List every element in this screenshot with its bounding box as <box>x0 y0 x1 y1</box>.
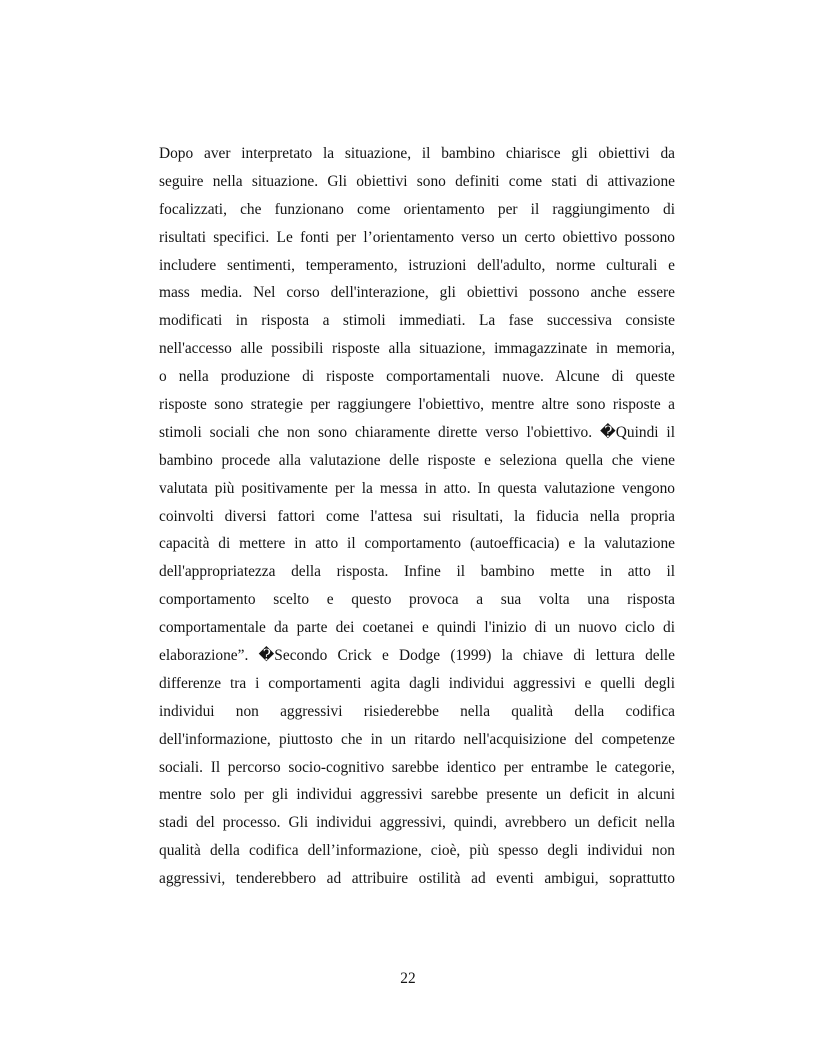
text-line-13: valutata più positivamente per la messa in atto. In questa valutazione vengono <box>159 479 675 497</box>
text-line-4: risultati specifici. Le fonti per l’orientamento verso un certo obiettivo possono <box>159 228 675 246</box>
page-number: 22 <box>400 970 416 987</box>
text-line-11: stimoli sociali che non sono chiaramente dirette verso l'obiettivo. �Quindi il <box>159 423 675 441</box>
text-line-5: includere sentimenti, temperamento, istruzioni dell'adulto, norme culturali e <box>159 256 675 274</box>
text-line-10: risposte sono strategie per raggiungere l'obiettivo, mentre altre sono risposte a <box>159 396 675 414</box>
text-line-3: focalizzati, che funzionano come orientamento per il raggiungimento di <box>159 200 675 218</box>
text-line-19: elaborazione”. �Secondo Crick e Dodge (1999) la chiave di lettura delle <box>159 647 675 665</box>
text-line-22: dell'informazione, piuttosto che in un ritardo nell'acquisizione del competenze <box>159 730 675 748</box>
text-line-21: individui non aggressivi risiederebbe nella qualità della codifica <box>159 702 675 720</box>
text-line-1: Dopo aver interpretato la situazione, il bambino chiarisce gli obiettivi da <box>159 145 675 162</box>
text-line-15: capacità di mettere in atto il comportamento (autoefficacia) e la valutazione <box>159 535 675 553</box>
text-line-24: mentre solo per gli individui aggressivi sarebbe presente un deficit in alcuni <box>159 786 675 804</box>
text-line-27: aggressivi, tenderebbero ad attribuire ostilità ad eventi ambigui, soprattutto <box>159 870 675 888</box>
body-paragraph <box>159 140 675 893</box>
text-line-8: nell'accesso alle possibili risposte alla situazione, immagazzinate in memoria, <box>159 340 675 358</box>
text-line-18: comportamentale da parte dei coetanei e quindi l'inizio di un nuovo ciclo di <box>159 619 675 637</box>
text-line-26: qualità della codifica dell’informazione, cioè, più spesso degli individui non <box>159 842 675 860</box>
text-line-6: mass media. Nel corso dell'interazione, gli obiettivi possono anche essere <box>159 284 675 302</box>
text-line-12: bambino procede alla valutazione delle risposte e seleziona quella che viene <box>159 451 675 469</box>
text-line-16: dell'appropriatezza della risposta. Infine il bambino mette in atto il <box>159 563 675 581</box>
text-line-9: o nella produzione di risposte comportamentali nuove. Alcune di queste <box>159 368 675 386</box>
text-line-23: sociali. Il percorso socio-cognitivo sarebbe identico per entrambe le categorie, <box>159 758 675 776</box>
text-line-7: modificati in risposta a stimoli immediati. La fase successiva consiste <box>159 312 675 330</box>
text-line-17: comportamento scelto e questo provoca a sua volta una risposta <box>159 591 675 609</box>
text-line-14: coinvolti diversi fattori come l'attesa sui risultati, la fiducia nella propria <box>159 507 675 525</box>
text-line-2: seguire nella situazione. Gli obiettivi sono definiti come stati di attivazione <box>159 172 675 190</box>
text-line-25: stadi del processo. Gli individui aggressivi, quindi, avrebbero un deficit nella <box>159 814 675 832</box>
text-line-20: differenze tra i comportamenti agita dagli individui aggressivi e quelli degli <box>159 674 675 692</box>
